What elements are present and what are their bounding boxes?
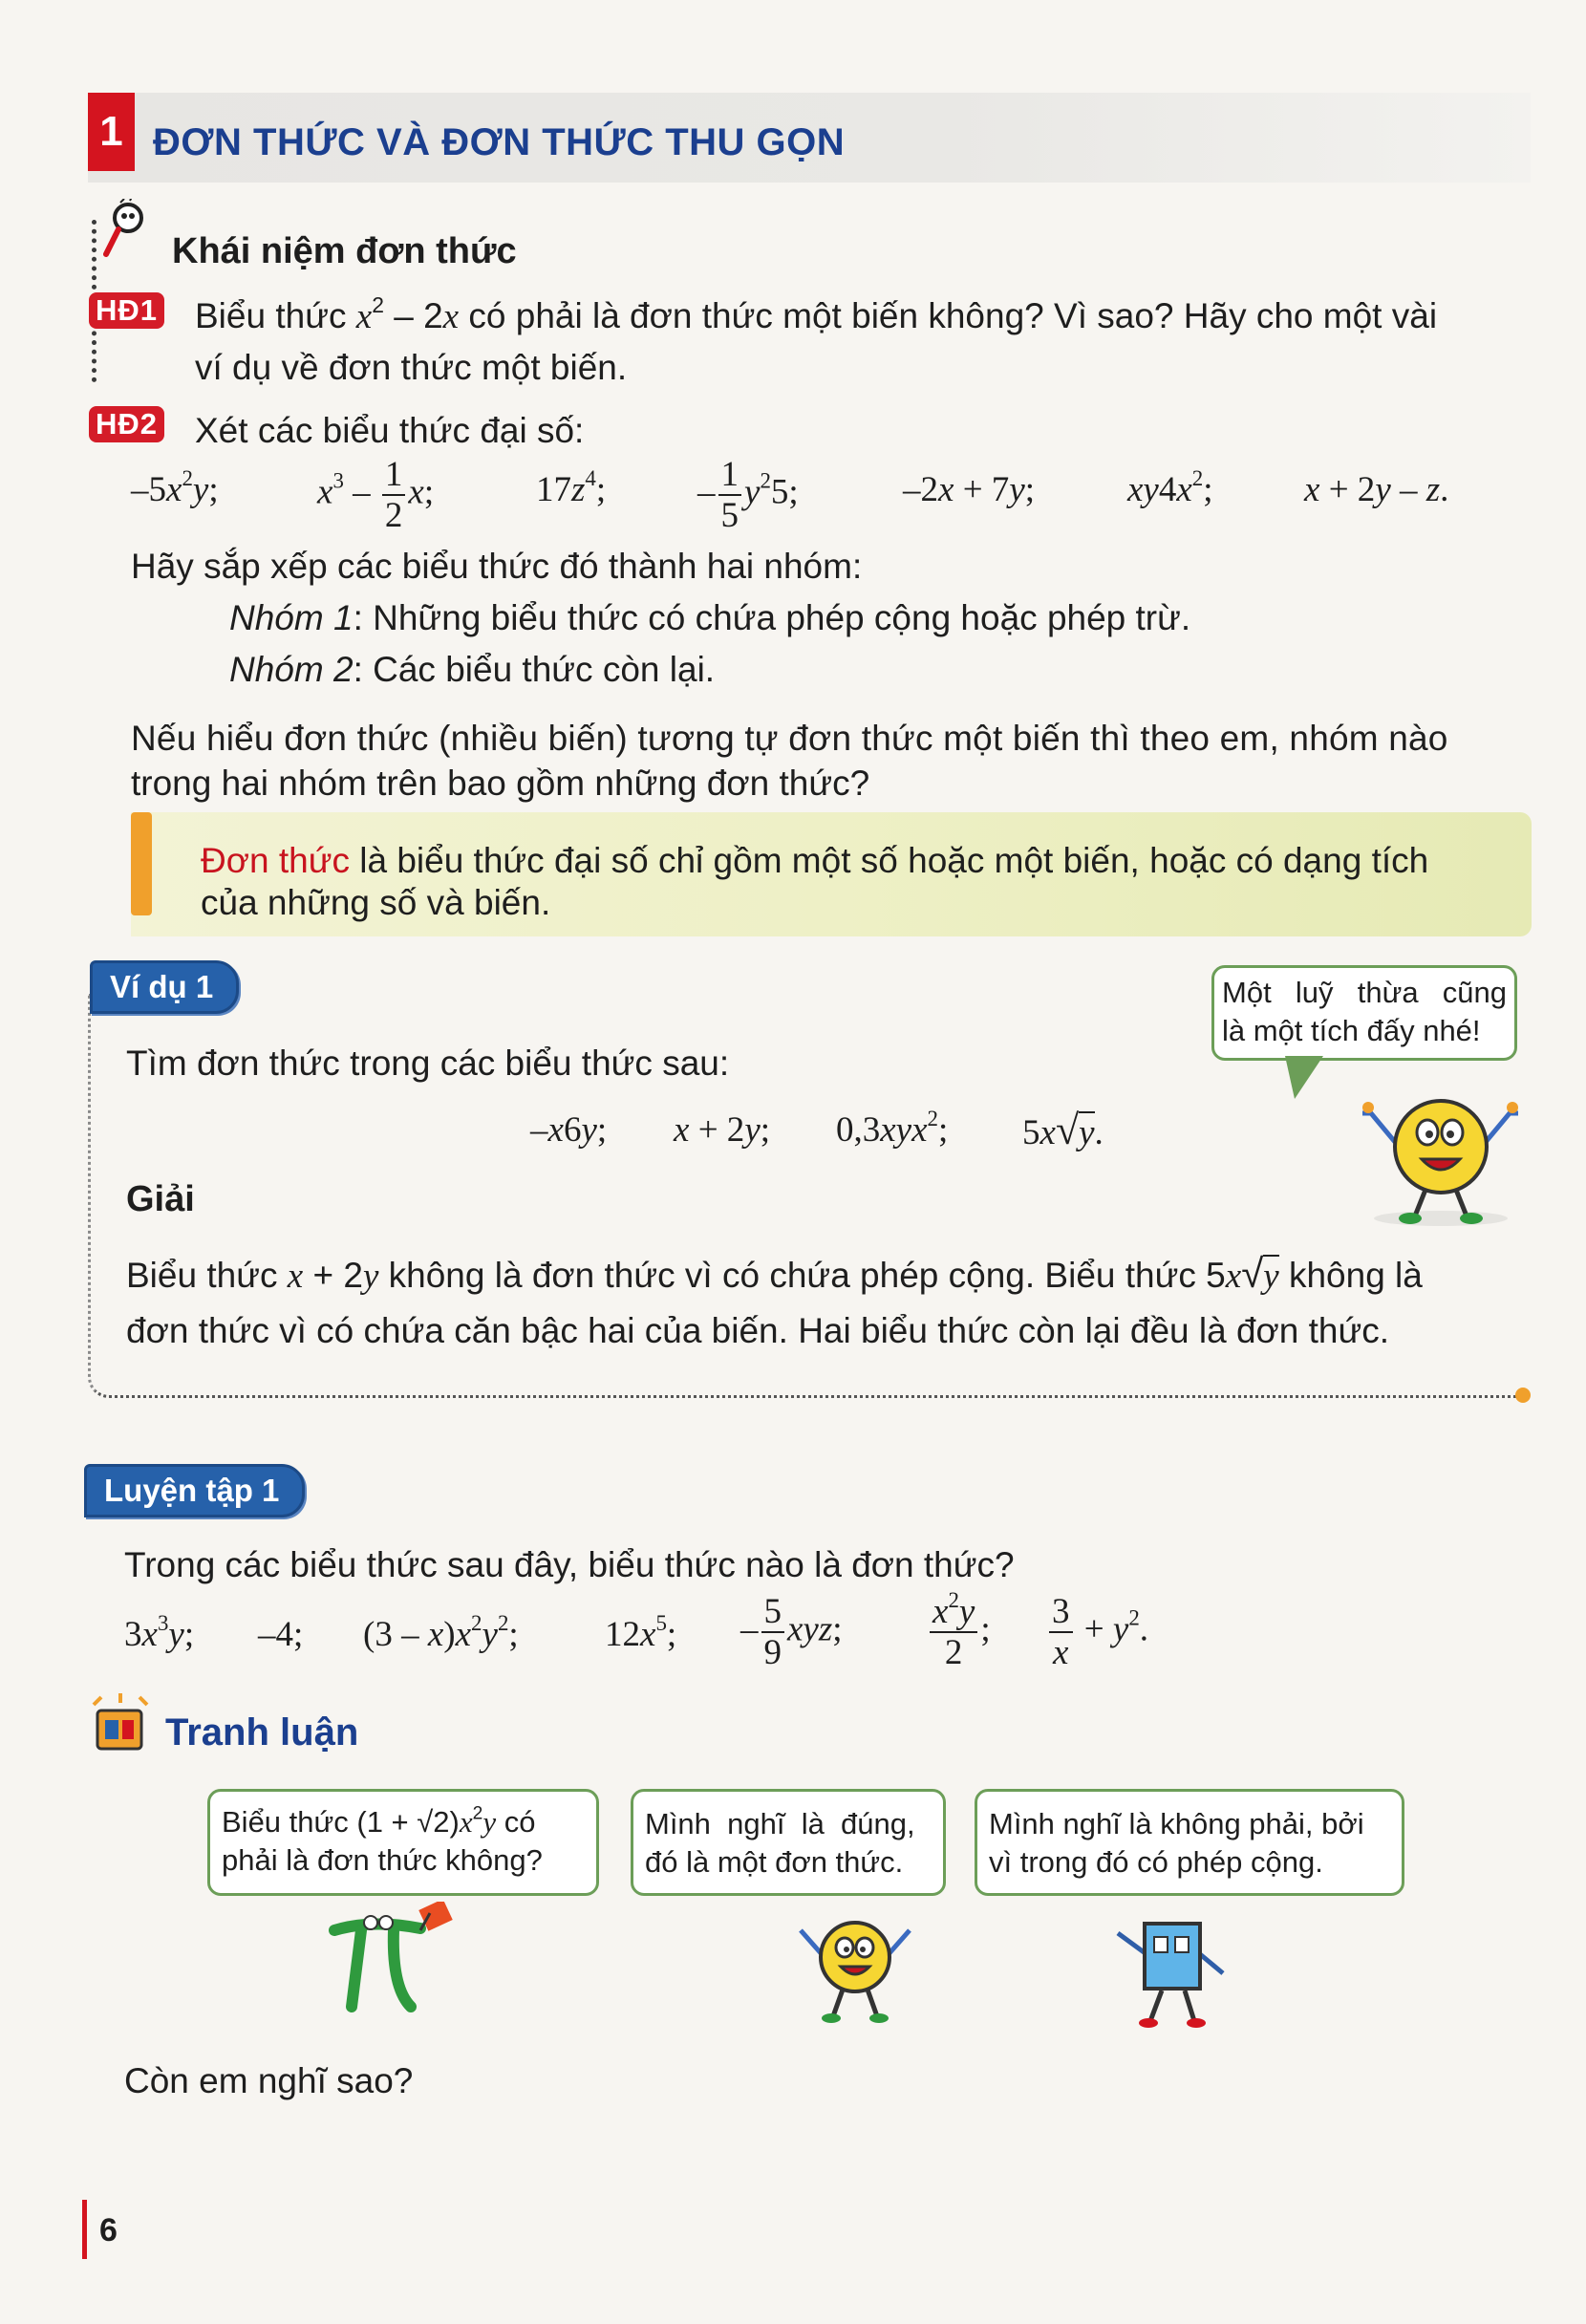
bubble1-line2: phải là đơn thức không? — [222, 1843, 543, 1877]
pi-mascot-icon — [315, 1902, 459, 2031]
hd1-text-rest: có phải là đơn thức một biến không? Vì sao? Hãy cho một vài — [459, 296, 1438, 335]
debate-bubble-2 — [631, 1789, 946, 1896]
hd2-group2 — [229, 648, 715, 692]
section-number: 1 — [88, 93, 135, 171]
hd1-text: Biểu thức — [195, 296, 356, 335]
hd2-expressions: $-5x^2y$; $x^3$ – $\frac{1}{2}$ x; $17z^4$; – $\frac{1}{5}$ $y^25$; –2x + 7y; $xy4x^2$; x + 2y – z. — [131, 455, 1449, 535]
tip-line1: Một luỹ thừa cũng — [1222, 976, 1507, 1009]
definition-text1: là biểu thức đại số chỉ gồm một số hoặc một biến, hoặc có dạng tích — [349, 841, 1429, 880]
bubble1-text-a: Biểu thức (1 + — [222, 1805, 418, 1839]
example-end-dot — [1515, 1388, 1531, 1403]
sol-text-b: không là đơn thức vì có chứa phép cộng. Biểu thức — [378, 1256, 1207, 1295]
hd1-expr-x: x — [355, 297, 373, 336]
square-mascot-icon — [1108, 1916, 1232, 2035]
group2-label: Nhóm 2 — [229, 650, 354, 689]
practice1-badge: Luyện tập 1 — [84, 1464, 305, 1517]
example1-expressions: –x6y; x + 2y; 0,3xyx$^2$; 5x√y. — [530, 1106, 1104, 1153]
sol-text-c: không là — [1278, 1256, 1423, 1295]
practice1-question: Trong các biểu thức sau đây, biểu thức nào là đơn thức? — [124, 1545, 1015, 1584]
debate-bubble-1: Biểu thức $(1 + √2)x^2y$ có phải là đơn thức không? — [207, 1789, 599, 1896]
tip-bubble — [1211, 965, 1517, 1061]
sol-text-a: Biểu thức — [126, 1256, 288, 1295]
bubble3-line2: vì trong đó có phép cộng. — [989, 1845, 1323, 1879]
mascot-ball-icon — [1357, 1085, 1524, 1233]
bubble1-text-b: có — [496, 1805, 536, 1839]
debate-closing: Còn em nghĩ sao? — [124, 2061, 414, 2100]
section-title: ĐƠN THỨC VÀ ĐƠN THỨC THU GỌN — [153, 121, 846, 163]
page-number-bar — [82, 2200, 87, 2259]
practice1-expressions: $3x^3y$; –4; $(3 - x)x^2y^2$; $12x^5$; – $\frac{5}{9}$ xyz; $\frac{x^2y}{2}$ ; $\frac{3}{x}$ + $y^2$. — [124, 1587, 1149, 1672]
hd1-line1: Biểu thức $x^2 - 2x$ có phải là đơn thức một biến không? Vì sao? Hãy cho một vài — [195, 291, 1438, 336]
debate-title: Tranh luận — [165, 1711, 359, 1754]
group1-label: Nhóm 1 — [229, 598, 354, 637]
magnifier-icon — [101, 199, 145, 265]
debate-icon — [88, 1691, 155, 1759]
bubble3-line1: Mình nghĩ là không phải, bởi — [989, 1807, 1364, 1840]
solution-line1: Biểu thức x + 2y không là đơn thức vì có chứa phép cộng. Biểu thức 5x√y không là — [126, 1251, 1423, 1296]
hd2-badge: HĐ2 — [89, 406, 164, 442]
hd1-line2: ví dụ về đơn thức một biến. — [195, 348, 628, 387]
bubble2-line2: đó là một đơn thức. — [645, 1845, 904, 1879]
tip-line2: là một tích đấy nhé! — [1222, 1014, 1481, 1047]
hd2-group1 — [229, 596, 1190, 640]
group1-text: : Những biểu thức có chứa phép cộng hoặc phép trừ. — [353, 598, 1191, 637]
example1-prompt: Tìm đơn thức trong các biểu thức sau: — [126, 1044, 730, 1083]
page-number: 6 — [99, 2212, 118, 2249]
solution-title: Giải — [126, 1179, 195, 1219]
concept-title: Khái niệm đơn thức — [172, 231, 517, 271]
definition-line2: của những số và biến. — [201, 883, 551, 922]
solution-line2: đơn thức vì có chứa căn bậc hai của biến. Hai biểu thức còn lại đều là đơn thức. — [126, 1311, 1390, 1350]
tip-bubble-tail — [1285, 1056, 1323, 1099]
group2-text: : Các biểu thức còn lại. — [353, 650, 716, 689]
hd2-intro: Xét các biểu thức đại số: — [195, 411, 585, 450]
hd2-question-line1: Nếu hiểu đơn thức (nhiều biến) tương tự đơn thức một biến thì theo em, nhóm nào — [131, 719, 1448, 758]
hd1-badge: HĐ1 — [89, 292, 164, 329]
definition-accent-bar — [131, 812, 152, 915]
bubble2-line1: Mình nghĩ là đúng, — [645, 1807, 915, 1840]
hd2-question-line2: trong hai nhóm trên bao gồm những đơn thức? — [131, 764, 870, 803]
definition-term: Đơn thức — [201, 841, 350, 880]
hd2-arrange: Hãy sắp xếp các biểu thức đó thành hai nhóm: — [131, 547, 863, 586]
ball-mascot-icon — [793, 1911, 917, 2031]
debate-bubble-3 — [975, 1789, 1404, 1896]
example1-badge: Ví dụ 1 — [90, 960, 239, 1014]
definition-line1 — [201, 839, 1428, 883]
